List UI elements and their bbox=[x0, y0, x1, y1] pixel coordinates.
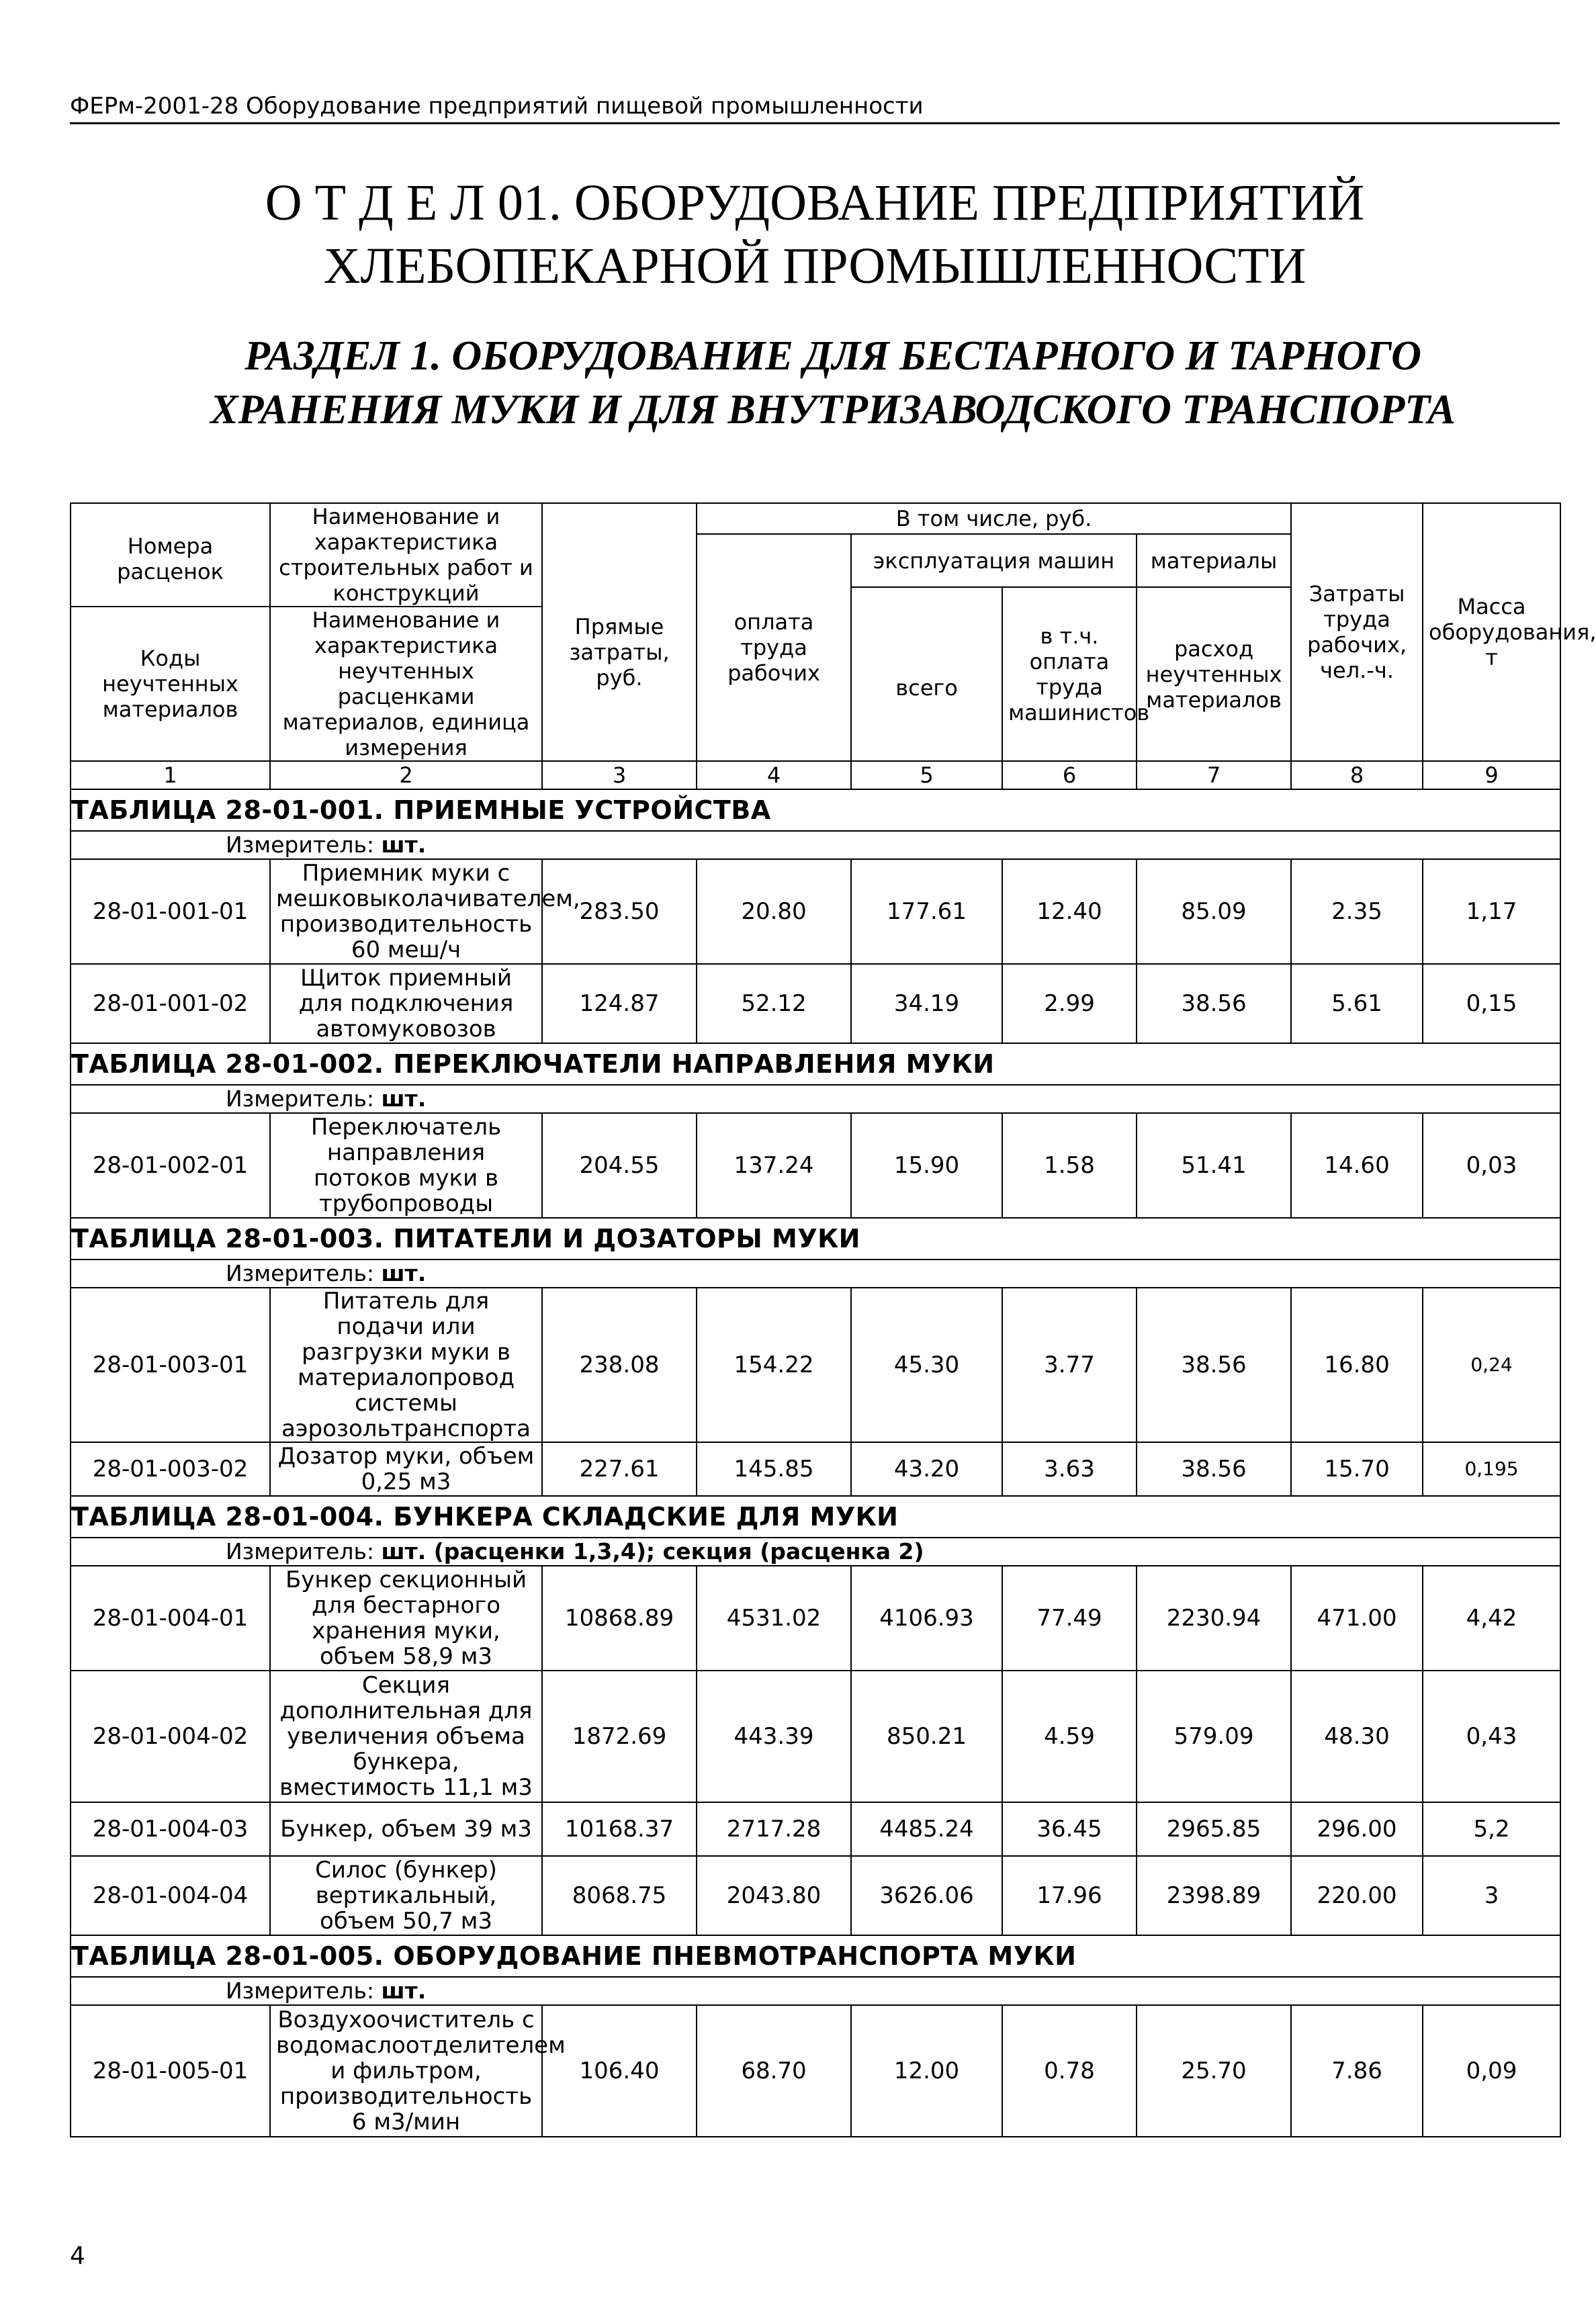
table-title: ТАБЛИЦА 28-01-003. ПИТАТЕЛИ И ДОЗАТОРЫ МУКИ bbox=[71, 1218, 1560, 1259]
row-code: 28-01-001-01 bbox=[71, 859, 270, 964]
row-name: Приемник муки с мешковыколачивателем, производительность 60 меш/ч bbox=[270, 859, 542, 964]
header-naimenovanie-neuchten: Наименование и характеристика неучтенных расценками материалов, единица измерения bbox=[270, 607, 542, 761]
cell-labor: 145.85 bbox=[697, 1442, 851, 1496]
cell-materials: 579.09 bbox=[1137, 1671, 1291, 1802]
row-code: 28-01-001-02 bbox=[71, 964, 270, 1043]
cell-direct: 238.08 bbox=[542, 1288, 697, 1442]
cell-machinists: 36.45 bbox=[1002, 1802, 1137, 1856]
cell-materials: 38.56 bbox=[1137, 1442, 1291, 1496]
cell-machinists: 12.40 bbox=[1002, 859, 1137, 964]
norms-table bbox=[70, 502, 1596, 2137]
cell-direct: 204.55 bbox=[542, 1113, 697, 1218]
cell-machines: 3626.06 bbox=[851, 1856, 1002, 1935]
cell-materials: 38.56 bbox=[1137, 964, 1291, 1043]
row-code: 28-01-002-01 bbox=[71, 1113, 270, 1218]
row-name: Дозатор муки, объем 0,25 м3 bbox=[270, 1442, 542, 1496]
cell-direct: 1872.69 bbox=[542, 1671, 697, 1802]
header-v-tch: в т.ч. оплата труда машинистов bbox=[1002, 587, 1137, 761]
cell-machines: 12.00 bbox=[851, 2005, 1002, 2137]
cell-labor: 52.12 bbox=[697, 964, 851, 1043]
measure-value: шт. bbox=[381, 1978, 427, 2004]
cell-materials: 38.56 bbox=[1137, 1288, 1291, 1442]
table-row bbox=[71, 859, 1560, 964]
measure-row bbox=[71, 1085, 1560, 1113]
cell-direct: 124.87 bbox=[542, 964, 697, 1043]
measure-value: шт. bbox=[381, 1086, 427, 1112]
cell-machinists: 1.58 bbox=[1002, 1113, 1137, 1218]
row-name: Переключатель направления потоков муки в трубопроводы bbox=[270, 1113, 542, 1218]
table-row bbox=[71, 1802, 1560, 1856]
header-pryamye: Прямые затраты, руб. bbox=[542, 503, 697, 761]
cell-mass: 0,43 bbox=[1423, 1671, 1560, 1802]
header-massa: Масса оборудования, т bbox=[1423, 503, 1560, 761]
row-name: Питатель для подачи или разгрузки муки в материалопровод системы аэрозольтранспорта bbox=[270, 1288, 542, 1442]
column-number: 3 bbox=[542, 761, 697, 789]
cell-machinists: 0.78 bbox=[1002, 2005, 1137, 2137]
row-name: Силос (бункер) вертикальный, объем 50,7 м3 bbox=[270, 1856, 542, 1935]
cell-labor-hours: 296.00 bbox=[1291, 1802, 1423, 1856]
section-title: О Т Д Е Л 01. ОБОРУДОВАНИЕ ПРЕДПРИЯТИЙ ХЛЕБОПЕКАРНОЙ ПРОМЫШЛЕННОСТИ bbox=[265, 175, 1365, 294]
column-number: 5 bbox=[851, 761, 1002, 789]
column-number: 6 bbox=[1002, 761, 1137, 789]
measure-label: Измеритель: bbox=[226, 1260, 375, 1286]
cell-materials: 2230.94 bbox=[1137, 1566, 1291, 1671]
cell-labor-hours: 5.61 bbox=[1291, 964, 1423, 1043]
table-row bbox=[71, 964, 1560, 1043]
cell-mass: 5,2 bbox=[1423, 1802, 1560, 1856]
cell-machines: 4106.93 bbox=[851, 1566, 1002, 1671]
header-naimenovanie: Наименование и характеристика строительных работ и конструкций bbox=[270, 503, 542, 607]
cell-labor-hours: 48.30 bbox=[1291, 1671, 1423, 1802]
measure-value: шт. bbox=[381, 832, 427, 858]
cell-labor-hours: 471.00 bbox=[1291, 1566, 1423, 1671]
measure-label: Измеритель: bbox=[226, 1086, 375, 1112]
table-row bbox=[71, 1856, 1560, 1935]
cell-machinists: 4.59 bbox=[1002, 1671, 1137, 1802]
measure-row bbox=[71, 1977, 1560, 2005]
cell-labor-hours: 14.60 bbox=[1291, 1113, 1423, 1218]
measure-row bbox=[71, 1538, 1560, 1566]
measure-label: Измеритель: bbox=[226, 1978, 375, 2004]
cell-materials: 25.70 bbox=[1137, 2005, 1291, 2137]
row-code: 28-01-003-01 bbox=[71, 1288, 270, 1442]
cell-machinists: 2.99 bbox=[1002, 964, 1137, 1043]
page-number: 4 bbox=[70, 2242, 85, 2270]
header-ekspluataciya: эксплуатация машин bbox=[851, 534, 1137, 587]
cell-labor-hours: 220.00 bbox=[1291, 1856, 1423, 1935]
table-row bbox=[71, 1566, 1560, 1671]
cell-labor: 2717.28 bbox=[697, 1802, 851, 1856]
cell-mass: 0,15 bbox=[1423, 964, 1560, 1043]
cell-machines: 34.19 bbox=[851, 964, 1002, 1043]
cell-labor: 154.22 bbox=[697, 1288, 851, 1442]
column-number: 4 bbox=[697, 761, 851, 789]
cell-direct: 283.50 bbox=[542, 859, 697, 964]
cell-materials: 85.09 bbox=[1137, 859, 1291, 964]
table-title: ТАБЛИЦА 28-01-001. ПРИЕМНЫЕ УСТРОЙСТВА bbox=[71, 789, 1560, 831]
cell-machines: 4485.24 bbox=[851, 1802, 1002, 1856]
row-name: Щиток приемный для подключения автомуковозов bbox=[270, 964, 542, 1043]
row-name: Бункер секционный для бестарного хранения муки, объем 58,9 м3 bbox=[270, 1566, 542, 1671]
table-title: ТАБЛИЦА 28-01-004. БУНКЕРА СКЛАДСКИЕ ДЛЯ МУКИ bbox=[71, 1496, 1560, 1538]
table-row bbox=[71, 1288, 1560, 1442]
cell-labor: 137.24 bbox=[697, 1113, 851, 1218]
row-code: 28-01-004-04 bbox=[71, 1856, 270, 1935]
measure-row bbox=[71, 831, 1560, 859]
row-name: Бункер, объем 39 м3 bbox=[270, 1802, 542, 1856]
cell-machinists: 17.96 bbox=[1002, 1856, 1137, 1935]
cell-machinists: 3.77 bbox=[1002, 1288, 1137, 1442]
measure-value: шт. bbox=[381, 1260, 427, 1286]
cell-direct: 8068.75 bbox=[542, 1856, 697, 1935]
cell-direct: 227.61 bbox=[542, 1442, 697, 1496]
cell-materials: 2398.89 bbox=[1137, 1856, 1291, 1935]
cell-labor: 2043.80 bbox=[697, 1856, 851, 1935]
header-materialy: материалы bbox=[1137, 534, 1291, 587]
header-vsego: всего bbox=[851, 587, 1002, 761]
header-kody: Коды неучтенных материалов bbox=[71, 607, 270, 761]
header-zatraty: Затраты труда рабочих, чел.-ч. bbox=[1291, 503, 1423, 761]
cell-machinists: 3.63 bbox=[1002, 1442, 1137, 1496]
row-name: Секция дополнительная для увеличения объема бункера, вместимость 11,1 м3 bbox=[270, 1671, 542, 1802]
cell-labor-hours: 7.86 bbox=[1291, 2005, 1423, 2137]
cell-machines: 177.61 bbox=[851, 859, 1002, 964]
cell-machines: 43.20 bbox=[851, 1442, 1002, 1496]
measure-label: Измеритель: bbox=[226, 832, 375, 858]
row-code: 28-01-003-02 bbox=[71, 1442, 270, 1496]
cell-direct: 10868.89 bbox=[542, 1566, 697, 1671]
cell-mass: 0,195 bbox=[1423, 1442, 1560, 1496]
cell-machines: 45.30 bbox=[851, 1288, 1002, 1442]
measure-row bbox=[71, 1259, 1560, 1288]
cell-materials: 51.41 bbox=[1137, 1113, 1291, 1218]
table-row bbox=[71, 1442, 1560, 1496]
cell-labor-hours: 15.70 bbox=[1291, 1442, 1423, 1496]
measure-label: Измеритель: bbox=[226, 1538, 375, 1564]
cell-labor: 68.70 bbox=[697, 2005, 851, 2137]
column-number: 9 bbox=[1423, 761, 1560, 789]
cell-machinists: 77.49 bbox=[1002, 1566, 1137, 1671]
column-number: 7 bbox=[1137, 761, 1291, 789]
cell-direct: 10168.37 bbox=[542, 1802, 697, 1856]
header-nomera: Номера расценок bbox=[71, 503, 270, 607]
row-name: Воздухоочиститель с водомаслоотделителем и фильтром, производительность 6 м3/мин bbox=[270, 2005, 542, 2137]
cell-labor-hours: 16.80 bbox=[1291, 1288, 1423, 1442]
cell-labor: 443.39 bbox=[697, 1671, 851, 1802]
cell-machines: 850.21 bbox=[851, 1671, 1002, 1802]
cell-mass: 0,03 bbox=[1423, 1113, 1560, 1218]
column-number: 2 bbox=[270, 761, 542, 789]
cell-mass: 0,09 bbox=[1423, 2005, 1560, 2137]
row-code: 28-01-004-03 bbox=[71, 1802, 270, 1856]
cell-labor-hours: 2.35 bbox=[1291, 859, 1423, 964]
row-code: 28-01-004-01 bbox=[71, 1566, 270, 1671]
table-row bbox=[71, 1671, 1560, 1802]
table-title: ТАБЛИЦА 28-01-005. ОБОРУДОВАНИЕ ПНЕВМОТРАНСПОРТА МУКИ bbox=[71, 1935, 1560, 1977]
cell-mass: 3 bbox=[1423, 1856, 1560, 1935]
header-v-tom-chisle: В том числе, руб. bbox=[697, 503, 1291, 534]
row-code: 28-01-005-01 bbox=[71, 2005, 270, 2137]
table-row bbox=[71, 2005, 1560, 2137]
running-header: ФЕРм-2001-28 Оборудование предприятий пищевой промышленности bbox=[70, 93, 1560, 124]
header-rashod: расход неучтенных материалов bbox=[1137, 587, 1291, 761]
row-code: 28-01-004-02 bbox=[71, 1671, 270, 1802]
column-number: 8 bbox=[1291, 761, 1423, 789]
table-row bbox=[71, 1113, 1560, 1218]
cell-mass: 1,17 bbox=[1423, 859, 1560, 964]
table-title: ТАБЛИЦА 28-01-002. ПЕРЕКЛЮЧАТЕЛИ НАПРАВЛЕНИЯ МУКИ bbox=[71, 1043, 1560, 1085]
cell-direct: 106.40 bbox=[542, 2005, 697, 2137]
header-oplata: оплата труда рабочих bbox=[697, 534, 851, 761]
subsection-title: РАЗДЕЛ 1. ОБОРУДОВАНИЕ ДЛЯ БЕСТАРНОГО И ТАРНОГО ХРАНЕНИЯ МУКИ И ДЛЯ ВНУТРИЗАВОДСКОГО ТРАНСПОРТА bbox=[210, 333, 1456, 433]
measure-value: шт. (расценки 1,3,4); секция (расценка 2) bbox=[381, 1538, 924, 1564]
cell-mass: 4,42 bbox=[1423, 1566, 1560, 1671]
cell-labor: 4531.02 bbox=[697, 1566, 851, 1671]
cell-machines: 15.90 bbox=[851, 1113, 1002, 1218]
column-number: 1 bbox=[71, 761, 270, 789]
cell-mass: 0,24 bbox=[1423, 1288, 1560, 1442]
cell-labor: 20.80 bbox=[697, 859, 851, 964]
cell-materials: 2965.85 bbox=[1137, 1802, 1291, 1856]
